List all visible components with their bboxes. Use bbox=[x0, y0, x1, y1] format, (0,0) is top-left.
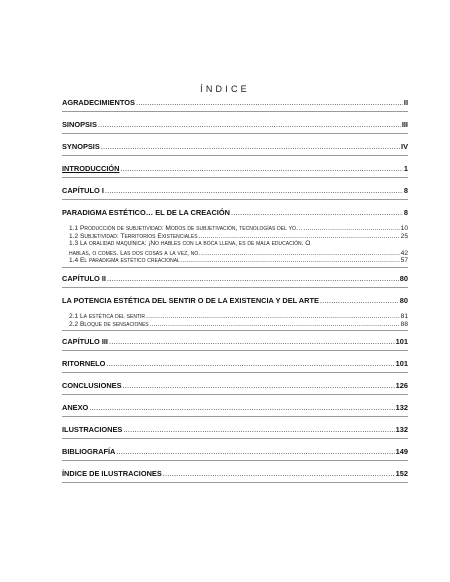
entry-page: II bbox=[403, 98, 408, 107]
page-title: ÍNDICE bbox=[200, 84, 250, 94]
dot-leader bbox=[163, 469, 395, 478]
toc-entry-1-3-line-2[interactable] bbox=[62, 248, 408, 258]
toc-entry-conclusiones[interactable] bbox=[62, 373, 408, 395]
dot-leader bbox=[123, 381, 395, 390]
toc-entry-capitulo-3[interactable] bbox=[62, 331, 408, 351]
dot-leader bbox=[181, 257, 400, 265]
dot-leader bbox=[98, 120, 401, 129]
toc-entry-2-1[interactable] bbox=[62, 313, 408, 321]
toc-section-potencia bbox=[62, 288, 408, 331]
dot-leader bbox=[320, 296, 399, 305]
toc-entry-synopsis[interactable] bbox=[62, 134, 408, 156]
entry-label: CAPÍTULO III bbox=[62, 337, 108, 347]
toc-entry-1-3-line-1[interactable]: 1.3 La oralidad maquínica: ¡No hables con la boca llena, es de mala educación. O bbox=[69, 240, 311, 248]
dot-leader bbox=[146, 313, 400, 321]
toc-entry-ritornelo[interactable] bbox=[62, 351, 408, 373]
toc-entry-indice-ilustraciones[interactable] bbox=[62, 461, 408, 483]
dot-leader bbox=[120, 164, 402, 173]
toc-entry-bibliografia[interactable] bbox=[62, 439, 408, 461]
entry-label: 1.1 Producción de subjetividad: Modos de subjetivación, tecnologías del yo… bbox=[69, 225, 303, 232]
dot-leader bbox=[101, 142, 400, 151]
entry-page: III bbox=[401, 120, 408, 129]
toc-section-paradigma bbox=[62, 200, 408, 268]
toc-entry-potencia[interactable] bbox=[62, 296, 408, 305]
entry-page: 57 bbox=[400, 257, 408, 265]
entry-label: BIBLIOGRAFÍA bbox=[62, 447, 116, 457]
entry-label: CONCLUSIONES bbox=[62, 381, 122, 391]
toc-entry-capitulo-2[interactable] bbox=[62, 268, 408, 288]
entry-label: AGRADECIMIENTOS bbox=[62, 98, 135, 107]
toc-entry-1-2[interactable] bbox=[62, 233, 408, 241]
entry-page: 149 bbox=[395, 447, 408, 457]
entry-page: 80 bbox=[399, 295, 408, 305]
entry-page: 152 bbox=[395, 469, 408, 479]
dot-leader bbox=[105, 186, 403, 195]
entry-page: 25 bbox=[400, 232, 408, 240]
entry-label: SINOPSIS bbox=[62, 120, 97, 129]
entry-page: 8 bbox=[403, 186, 408, 195]
toc-entry-2-2[interactable] bbox=[62, 321, 408, 329]
dot-leader bbox=[136, 98, 403, 107]
dot-leader bbox=[123, 425, 394, 434]
entry-label: LA POTENCIA ESTÉTICA DEL SENTIR O DE LA EXISTENCIA Y DEL ARTE bbox=[62, 295, 319, 305]
entry-label: 2.2 Bloque de sensaciones bbox=[69, 320, 149, 328]
dot-leader bbox=[107, 274, 399, 283]
entry-label: ANEXO bbox=[62, 403, 89, 413]
toc-entry-1-1[interactable] bbox=[62, 225, 408, 233]
entry-label: PARADIGMA ESTÉTICO… EL DE LA CREACIÓN bbox=[62, 208, 230, 217]
entry-page: 42 bbox=[400, 249, 408, 257]
dot-leader bbox=[150, 321, 400, 329]
toc-entry-sinopsis[interactable] bbox=[62, 112, 408, 134]
entry-label: ÍNDICE DE ILUSTRACIONES bbox=[62, 469, 162, 479]
entry-label: 1.4 El paradigma estético creacional bbox=[69, 257, 180, 265]
entry-page: 126 bbox=[395, 381, 408, 391]
entry-label: hablas, o comes. Las dos cosas a la vez, no. bbox=[69, 249, 201, 257]
toc-entry-agradecimientos[interactable] bbox=[62, 98, 408, 112]
dot-leader bbox=[304, 225, 400, 233]
toc-entry-ilustraciones[interactable] bbox=[62, 417, 408, 439]
entry-page: 101 bbox=[395, 359, 408, 369]
toc-entry-capitulo-1[interactable] bbox=[62, 178, 408, 200]
entry-label: INTRODUCCIÓN bbox=[62, 164, 120, 173]
entry-page: 10 bbox=[400, 225, 408, 232]
dot-leader bbox=[201, 250, 400, 258]
toc-entry-introduccion[interactable] bbox=[62, 156, 408, 178]
dot-leader bbox=[106, 359, 394, 368]
entry-label: SYNOPSIS bbox=[62, 142, 100, 151]
dot-leader bbox=[116, 447, 394, 456]
entry-page: 132 bbox=[395, 425, 408, 435]
dot-leader bbox=[109, 337, 395, 346]
dot-leader bbox=[231, 208, 403, 217]
entry-label: CAPÍTULO II bbox=[62, 273, 106, 283]
entry-page: IV bbox=[401, 142, 408, 151]
entry-label: CAPÍTULO I bbox=[62, 186, 104, 195]
entry-page: 88 bbox=[400, 320, 408, 328]
entry-page: 81 bbox=[400, 312, 408, 320]
toc-entry-1-4[interactable] bbox=[62, 257, 408, 265]
entry-label: RITORNELO bbox=[62, 359, 106, 369]
dot-leader bbox=[199, 233, 400, 241]
entry-page: 8 bbox=[403, 208, 408, 217]
entry-label: 2.1 La estética del sentir bbox=[69, 312, 146, 320]
toc-entry-anexo[interactable] bbox=[62, 395, 408, 417]
entry-page: 132 bbox=[395, 403, 408, 413]
dot-leader bbox=[89, 403, 394, 412]
entry-page: 80 bbox=[399, 273, 408, 283]
table-of-contents bbox=[62, 98, 408, 483]
toc-entry-paradigma[interactable] bbox=[62, 208, 408, 217]
entry-page: 1 bbox=[403, 164, 408, 173]
entry-page: 101 bbox=[395, 337, 408, 347]
entry-label: ILUSTRACIONES bbox=[62, 425, 123, 435]
entry-label: 1.2 Subjetividad: Territorios Existenciales bbox=[69, 232, 198, 240]
